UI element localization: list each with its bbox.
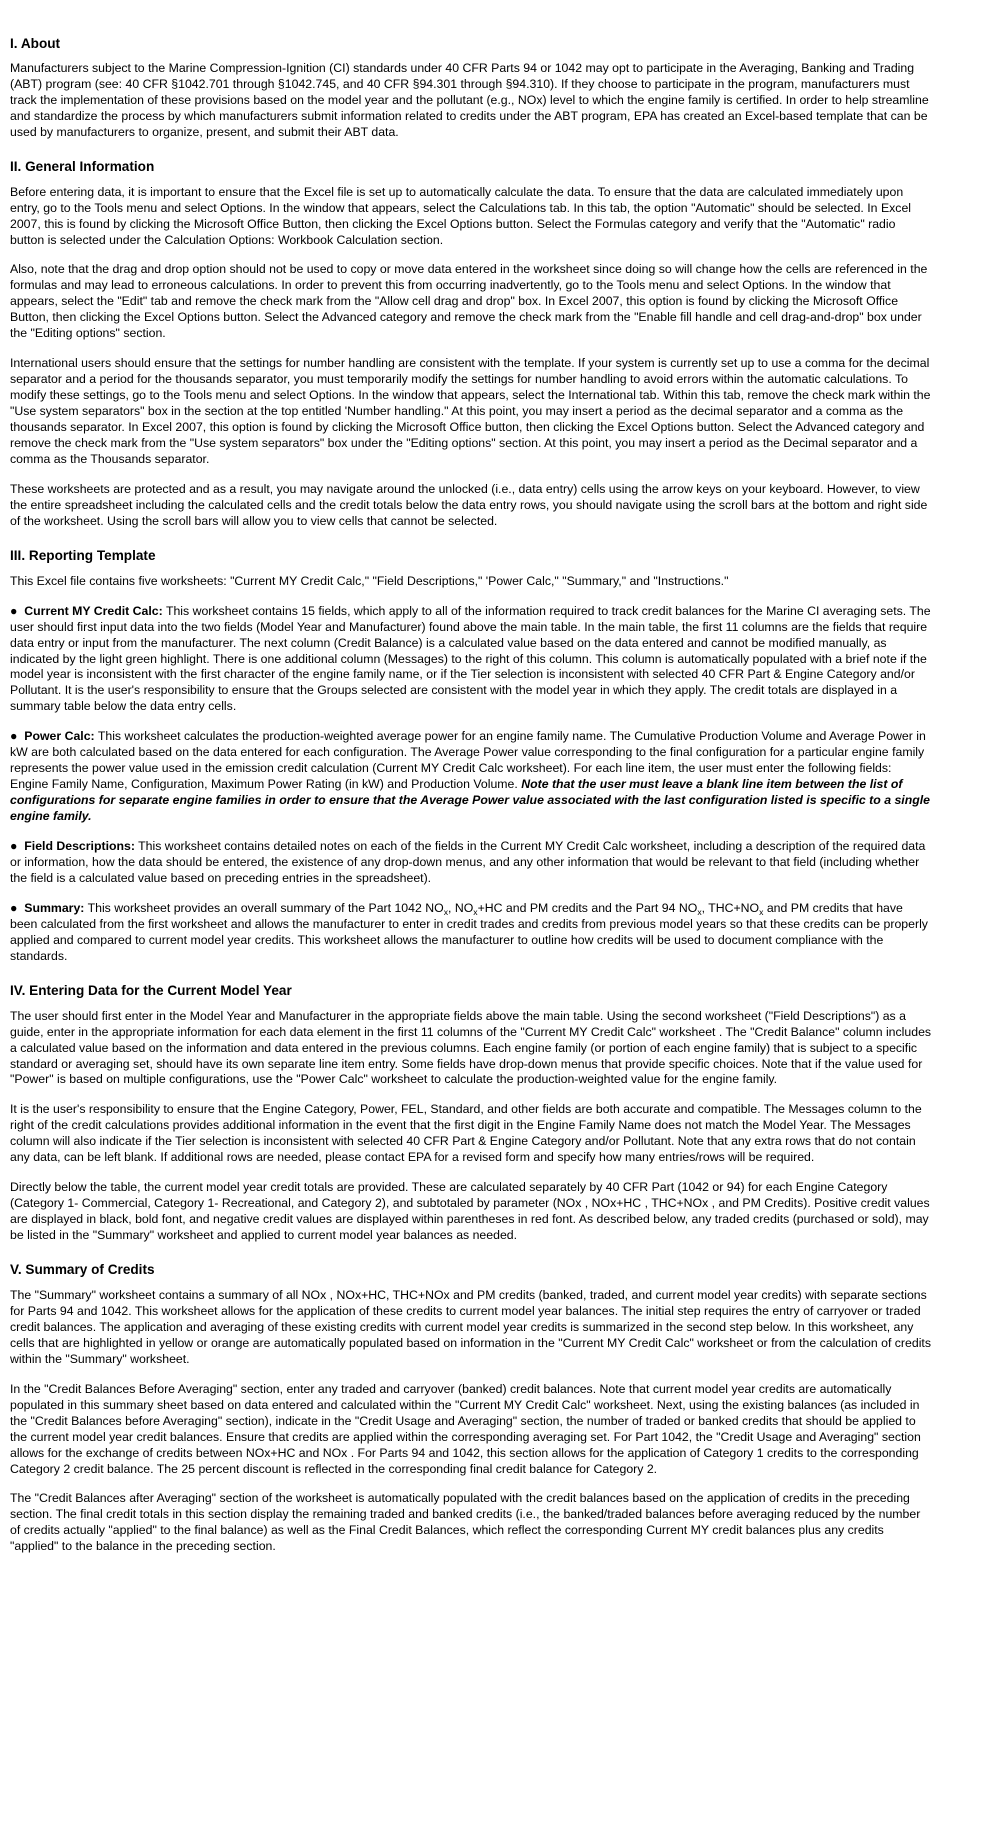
bullet-summary-sub-3: x: [473, 907, 478, 918]
bullet-label-current-my-credit-calc: Current MY Credit Calc:: [24, 603, 163, 618]
bullet-label-field-descriptions: Field Descriptions:: [24, 839, 135, 854]
bullet-summary: [10, 901, 932, 965]
entering-data-paragraph-2: It is the user's responsibility to ensure that the Engine Category, Power, FEL, Standard, and other fields are both accurate and compatible. The Messages column to the right of the credit calculations provides additional information in the event that the first digit in the Engine Family Name does not match the Model Year. The Messages column will also indicate if the Tier selection is inconsistent with selected 40 CFR Part & Engine Category and/or Pollutant. Note that any extra rows that do not contain any data, can be left blank. If additional rows are needed, please contact EPA for a revised form and specify how many entries/rows will be required.: [10, 1102, 922, 1165]
bullet-summary-part-4: +HC and PM credits and the Part 94 NO: [477, 901, 698, 916]
section-about: [10, 36, 932, 141]
bullet-power-calc: [10, 729, 932, 825]
bullet-summary-part-0: This worksheet provides an overall summary of the Part 1042 NO: [84, 901, 444, 916]
section-heading-general-information: II. General Information: [10, 159, 155, 175]
bullet-marker: ●: [10, 603, 25, 618]
reporting-template-intro: This Excel file contains five worksheets: "Current MY Credit Calc," "Field Descriptions," 'Power Calc," "Summary," and "Instructions.": [10, 573, 729, 588]
general-paragraph-4: These worksheets are protected and as a result, you may navigate around the unlocked (i.e., data entry) cells using the arrow keys on your keyboard. However, to view the entire spreadsheet including the calculated cells and the credit totals below the data entry rows, you should navigate using the scroll bars at the bottom and right side of the worksheet. Using the scroll bars will allow you to view cells that cannot be selected.: [10, 482, 928, 529]
section-summary-of-credits: [10, 1262, 932, 1555]
bullet-label-summary: Summary:: [24, 901, 85, 916]
general-paragraph-3: International users should ensure that the settings for number handling are consistent with the template. If your system is currently set up to use a comma for the decimal separator and a period for the thousands separator, you must temporarily modify the settings for number handling to avoid errors within the automatic calculations. To modify these settings, go to the Tools menu and select Options. In the window that appears, select the International tab. Within this tab, remove the check mark within the "Use system separators" box in the section at the top entitled 'Number handling." At this point, you may insert a period as the decimal separator and a comma as the thousands separator. In Excel 2007, this option is found by clicking the Microsoft Office button, then clicking the Excel Options button. Select the Advanced category and remove the check mark from the "Use system separators" box under the "Editing options" section. At this point, you may insert a period as the Decimal separator and a comma as the Thousands separator.: [10, 356, 931, 467]
section-entering-data: [10, 983, 932, 1244]
bullet-current-my-credit-calc: [10, 604, 932, 716]
bullet-summary-sub-5: x: [697, 907, 702, 918]
section-general-information: [10, 159, 932, 530]
bullet-summary-part-8: and PM credits that have been calculated from the first worksheet and allows the manufacturer to enter in credit trades and credits from previous model years so that these credits can be properly applied and compared to current model year credits. This worksheet allows the manufacturer to outline how credits will be used to document compliance with the standards.: [10, 901, 928, 964]
summary-of-credits-paragraph-2: In the "Credit Balances Before Averaging" section, enter any traded and carryover (banked) credit balances. Note that current model year credits are automatically populated in this summary sheet based on data entered and calculated within the "Current MY Credit Calc" worksheet. Next, using the existing balances (as included in the "Credit Balances before Averaging" section), indicate in the "Credit Usage and Averaging" section, the number of traded or banked credits that should be applied to the current model year credit balances. Ensure that credits are applied within the corresponding averaging set. For Part 1042, the "Credit Usage and Averaging" section allows for the exchange of credits between NOx+HC and NOx . For Parts 94 and 1042, this section allows for the application of Category 1 credits to the corresponding Category 2 credit balance. The 25 percent discount is reflected in the corresponding final credit balance for Category 2.: [10, 1381, 921, 1476]
bullet-text-current-my-credit-calc: This worksheet contains 15 fields, which apply to all of the information required to track credit balances for the Marine CI averaging sets. The user should first input data into the two fields (Model Year and Manufacturer) found above the main table. In the main table, the first 11 columns are the fields that require data entry or input from the manufacturer. The next column (Credit Balance) is a calculated value based on the data entered and cannot be modified manually, as indicated by the light green highlight. There is one additional column (Messages) to the right of this column. This column is automatically populated with a brief note if the model year is inconsistent with the first character of the engine family name, or if the Tier selection is inconsistent with selected 40 CFR Part & Engine Category and/or Pollutant. It is the user's responsibility to ensure that the Groups selected are consistent with the model year in which they apply. The credit totals are displayed in a summary table below the data entry cells.: [10, 603, 931, 714]
bullet-emphasis-power-calc: Note that the user must leave a blank line item between the list of configurations for separate engine families in order to ensure that the Average Power value associated with the last configuration listed is specific to a single engine family.: [10, 777, 930, 824]
section-heading-reporting-template: III. Reporting Template: [10, 548, 156, 564]
bullet-marker: ●: [10, 901, 25, 916]
section-heading-summary-of-credits: V. Summary of Credits: [10, 1262, 155, 1278]
entering-data-paragraph-3: Directly below the table, the current model year credit totals are provided. These are calculated separately by 40 CFR Part (1042 or 94) for each Engine Category (Category 1- Commercial, Category 1- Recreational, and Category 2), and subtotaled by parameter (NOx , NOx+HC , THC+NOx , and PM Credits). Positive credit values are displayed in black, bold font, and negative credit values are displayed within parentheses in red font. As described below, any traded credits (purchased or sold), may be listed in the "Summary" worksheet and applied to current model year balances as needed.: [10, 1180, 930, 1243]
bullet-summary-sub-7: x: [759, 907, 764, 918]
bullet-field-descriptions: [10, 839, 932, 887]
section-reporting-template: [10, 548, 932, 965]
general-paragraph-1: Before entering data, it is important to ensure that the Excel file is set up to automatically calculate the data. To ensure that the data are calculated immediately upon entry, go to the Tools menu and select Options. In the window that appears, select the Calculations tab. In this tab, the option "Automatic" should be selected. In Excel 2007, this is found by clicking the Microsoft Office Button, then clicking the Excel Options button. Select the Formulas category and verify that the "Automatic" radio button is selected under the Calculation Options: Workbook Calculation section.: [10, 184, 912, 247]
entering-data-paragraph-1: The user should first enter in the Model Year and Manufacturer in the appropriate fields above the main table. Using the second worksheet ("Field Descriptions") as a guide, enter in the appropriate information for each data element in the first 11 columns of the "Current MY Credit Calc" worksheet . The "Credit Balance" column includes a calculated value based on the information and data entered in the previous columns. Each engine family (or portion of each engine family) that is subject to a specific standard or averaging set, should have its own separate line item entry. Some fields have drop-down menus that provide specific choices. Note that if the value used for "Power" is based on multiple configurations, use the "Power Calc" worksheet to calculate the production-weighted value for the engine family.: [10, 1008, 932, 1087]
section-heading-entering-data: IV. Entering Data for the Current Model Year: [10, 983, 292, 999]
bullet-marker: ●: [10, 839, 25, 854]
bullet-summary-part-6: , THC+NO: [701, 901, 760, 916]
bullet-label-power-calc: Power Calc:: [24, 729, 95, 744]
bullet-summary-sub-1: x: [443, 907, 448, 918]
section-heading-about: I. About: [10, 36, 61, 51]
bullet-text-power-calc: This worksheet calculates the production-weighted average power for an engine family name. The Cumulative Production Volume and Average Power in kW are both calculated based on the data entered for each configuration. The Average Power value corresponding to the final configuration for a particular engine family represents the power value used in the emission credit calculation (Current MY Credit Calc worksheet). For each line item, the user must enter the following fields: Engine Family Name, Configuration, Maximum Power Rating (in kW) and Production Volume.: [10, 729, 926, 792]
summary-of-credits-paragraph-3: The "Credit Balances after Averaging" section of the worksheet is automatically populated with the credit balances based on the application of credits in the preceding section. The final credit totals in this section display the remaining traded and banked credits (i.e., the banked/traded balances before averaging reduced by the number of credits actually "applied" to the final balance) as well as the Final Credit Balances, which reflect the corresponding Current MY credit balances plus any credits "applied" to the balance in the preceding section.: [10, 1491, 921, 1554]
bullet-summary-part-2: , NO: [447, 901, 474, 916]
bullet-marker: ●: [10, 729, 25, 744]
bullet-text-field-descriptions: This worksheet contains detailed notes on each of the fields in the Current MY Credit Calc worksheet, including a description of the required data or information, how the data should be entered, the existence of any drop-down menus, and any other information that would be relevant to that field (including whether the field is a calculated value based on preceding entries in the spreadsheet).: [10, 839, 926, 886]
general-paragraph-2: Also, note that the drag and drop option should not be used to copy or move data entered in the worksheet since doing so will change how the cells are referenced in the formulas and may lead to erroneous calculations. In order to prevent this from occurring inadvertently, go to the Tools menu and select Options. In the window that appears, select the "Edit" tab and remove the check mark from the "Allow cell drag and drop" box. In Excel 2007, this option is found by clicking the Microsoft Office Button, then clicking the Excel Options button. Select the Advanced category and remove the check mark from the "Enable fill handle and cell drag-and-drop" box under the "Editing options" section.: [10, 262, 928, 341]
summary-of-credits-paragraph-1: The "Summary" worksheet contains a summary of all NOx , NOx+HC, THC+NOx and PM credits (banked, traded, and current model year credits) with separate sections for Parts 94 and 1042. This worksheet allows for the application of these credits to current model year balances. The initial step requires the entry of carryover or traded credit balances. The application and averaging of these existing credits with current model year credits is summarized in the second step below. In this worksheet, any cells that are highlighted in yellow or orange are automatically populated based on information in the "Current MY Credit Calc" worksheet or from the calculation of credits within the "Summary" worksheet.: [10, 1287, 931, 1366]
about-paragraph-1: Manufacturers subject to the Marine Compression-Ignition (CI) standards under 40 CFR Parts 94 or 1042 may opt to participate in the Averaging, Banking and Trading (ABT) program (see: 40 CFR §1042.701 through §1042.745, and 40 CFR §94.301 through §94.310). If they choose to participate in the program, manufacturers must track the implementation of these provisions based on the model year and the pollutant (e.g., NOx) level to which the engine family is certified. In order to help streamline and standardize the process by which manufacturers submit information related to credits under the ABT program, EPA has created an Excel-based template that can be used by manufacturers to organize, present, and submit their ABT data.: [10, 61, 929, 140]
